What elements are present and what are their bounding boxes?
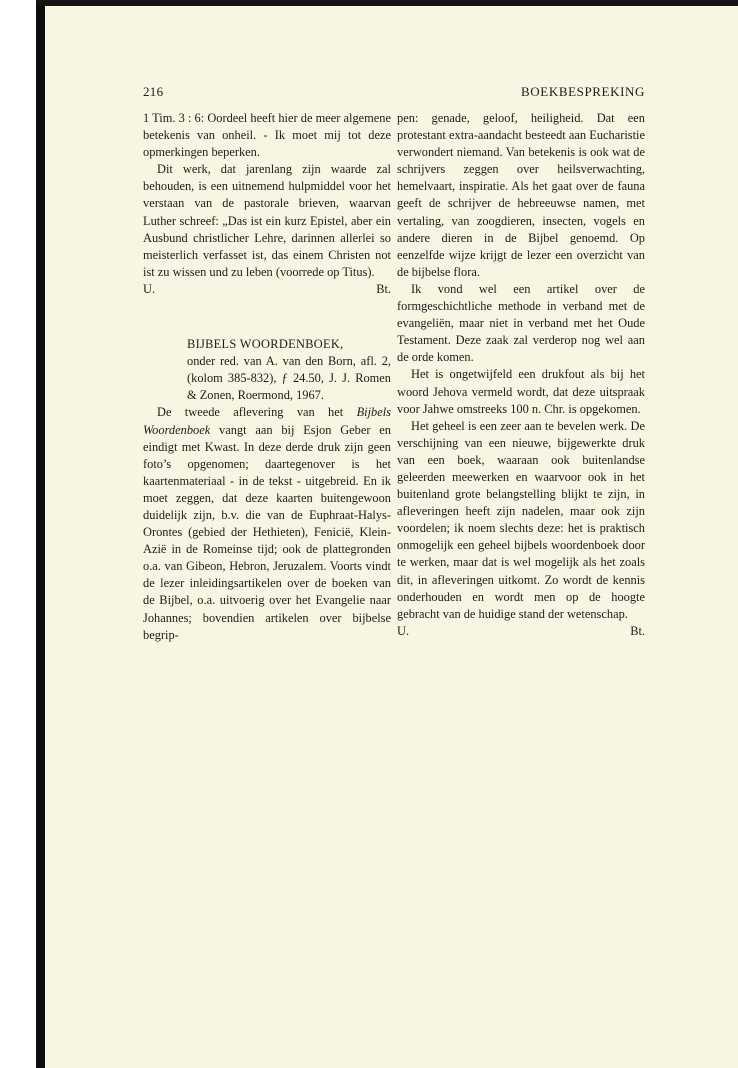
review1-paragraph-2: Dit werk, dat jarenlang zijn waarde zal behouden, is een uitnemend hulpmiddel voor het verstaan van de pastorale brieven, waarvan Luther schreef: „Das ist ein kurz Epistel, aber ein Ausbund christlicher Lehre, darinnen allerlei so meisterlich verfasset ist, das einem Christen not ist zu wissen und zu leben (voorrede op Titus). — [143, 162, 391, 279]
review2-paragraph-4: Het geheel is een zeer aan te bevelen werk. De verschijning van een nieuwe, bijgewerkte druk van een boek, waaraan ook buitenlandse geleerden meewerken en waarvoor ook in het buitenland grote belangstelling blijkt te zijn, in afleveringen heeft zijn nadelen, maar ook zijn voordelen; ik noem slechts deze: het is praktisch onmogelijk een geheel bijbels woordenboek door te werken, maar dat is wel mogelijk als het zoals dit, in afleveringen uitkomt. Zo wordt de kennis onderhouden en wordt men op de hoogte gebracht van de huidige stand der wetenschap. — [397, 418, 645, 621]
review2-lead: De tweede aflevering van het — [157, 405, 344, 420]
section-gap — [143, 298, 391, 336]
review1-paragraph-1: 1 Tim. 3 : 6: Oordeel heeft hier de meer algemene betekenis van onheil. - Ik moet mij tot deze opmerkingen beperken. — [143, 111, 391, 160]
book-entry-meta: onder red. van A. van den Born, afl. 2, (kolom 385-832), ƒ 24.50, J. J. Romen & Zonen, Roermond, 1967. — [187, 354, 391, 403]
page-header — [143, 84, 645, 102]
review2-signature — [397, 623, 645, 640]
signature-initial: U. — [143, 281, 156, 296]
signature-name: Bt. — [630, 623, 645, 638]
review2-paragraph-continued: pen: genade, geloof, heiligheid. Dat een protestant extra-aandacht besteedt aan Eucharistie verwondert niemand. Van betekenis is ook wat de schrijvers zeggen over heilsverwachting, hemelvaart, inspiratie. Als het gaat over de fauna geeft de schrijver de hebreeuwse namen, met vertaling, van zoogdieren, insecten, vogels en andere dieren in de Bijbel genoemd. Op eenzelfde wijze krijgt de lezer een overzicht van de bijbelse flora. — [397, 111, 645, 279]
review1-signature — [143, 281, 391, 298]
signature-initial: U. — [397, 623, 410, 638]
book-entry-title: BIJBELS WOORDENBOEK, — [187, 337, 344, 352]
running-head: BOEKBESPREKING — [521, 84, 645, 99]
review2-paragraph-3: Het is ongetwijfeld een drukfout als bij het woord Jehova vermeld wordt, dat deze uitspraak voor Jahwe omstreeks 100 n. Chr. is opgekomen. — [397, 367, 645, 416]
review2-paragraph-2: Ik vond wel een artikel over de formgeschichtliche methode in verband met de evangeliën, maar niet in verband met het Oude Testament. Deze zaak zal verderop nog wel aan de orde komen. — [397, 281, 645, 365]
page-number: 216 — [143, 84, 164, 99]
review2-paragraph-1 — [143, 404, 391, 643]
review2-book-title: Bijbels Woordenboek — [143, 405, 391, 437]
left-column — [143, 110, 391, 644]
scan-left-edge — [36, 0, 45, 1068]
signature-name: Bt. — [376, 281, 391, 296]
right-column — [397, 110, 645, 640]
review2-text: vangt aan bij Esjon Geber en eindigt met Kwast. In deze derde druk zijn geen foto’s opgenomen; daartegenover is het kaartenmateriaal - in de tekst - uitgebreid. En ik moet zeggen, dat deze kaarten buitengewoon duidelijk zijn, b.v. die van de Euphraat-Halys-Orontes (gebied der Hethieten), Fenicië, Klein-Azië in de Romeinse tijd; ook de plattegronden o.a. van Gibeon, Hebron, Jeruzalem. Voorts vindt de lezer inleidingsartikelen over de boeken van de Bijbel, o.a. uitvoerig over het Evangelie naar Johannes; bovendien artikelen over bijbelse begrip- — [143, 422, 391, 642]
